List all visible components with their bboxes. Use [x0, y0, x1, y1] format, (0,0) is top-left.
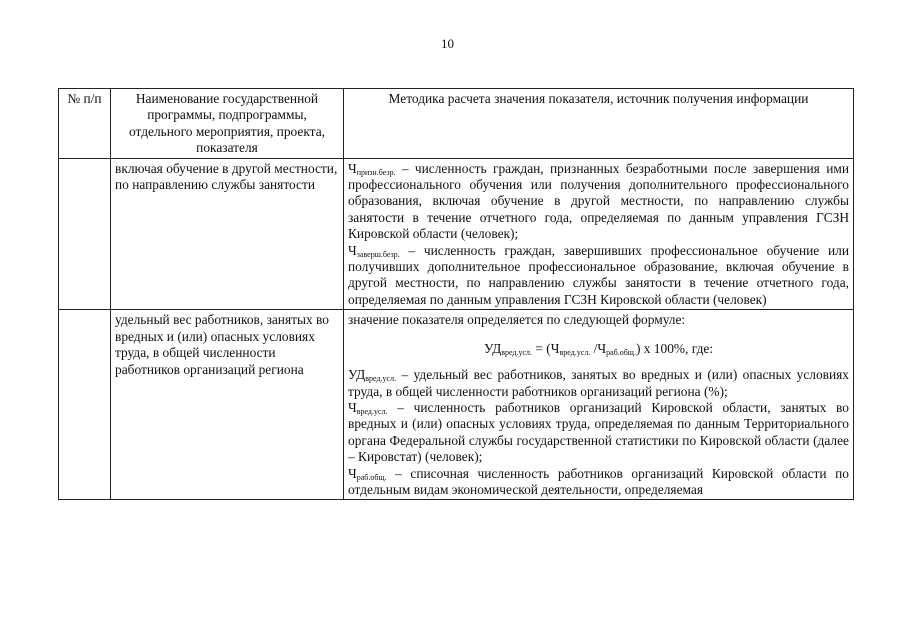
formula-lhs-subscript: вред.усл.	[501, 347, 533, 357]
table-row	[59, 310, 854, 500]
table-header-row	[59, 89, 854, 159]
row2-number-cell	[59, 310, 111, 500]
definition-symbol: Ч	[348, 242, 357, 258]
row1-number-cell	[59, 158, 111, 310]
header-method: Методика расчета значения показателя, источник получения информации	[344, 89, 854, 159]
definition-symbol: УД	[348, 367, 366, 383]
definition-entry	[348, 367, 849, 400]
formula-numerator-subscript: вред.усл.	[559, 347, 591, 357]
definition-symbol: Ч	[348, 465, 357, 481]
definition-text: – численность граждан, завершивших профессиональное обучение или получивших дополнительное профессиональное образование, включая обучение в другой местности, по направлению службы занятости в течение отчетного года, определяемая по данным управления ГСЗН Кировской области (человек)	[348, 242, 849, 307]
header-name: Наименование государственной программы, подпрограммы, отдельного мероприятия, проекта, показателя	[111, 89, 344, 159]
row2-name-cell: удельный вес работников, занятых во вредных и (или) опасных условиях труда, в общей численности работников организаций региона	[111, 310, 344, 500]
formula-denominator: Ч	[597, 340, 607, 356]
indicator-table	[58, 88, 854, 500]
definition-text: – удельный вес работников, занятых во вредных и (или) опасных условиях труда, в общей численности работников организаций региона (%);	[348, 367, 849, 399]
formula-intro: значение показателя определяется по следующей формуле:	[348, 312, 686, 328]
formula-numerator: Ч	[550, 340, 560, 356]
definition-symbol: Ч	[348, 399, 357, 415]
formula-tail: ) х 100%, где:	[635, 340, 714, 356]
definition-subscript: раб.общ.	[356, 472, 387, 482]
definition-text: – списочная численность работников организаций Кировской области по отдельным видам экономической деятельности, определяемая	[348, 465, 849, 497]
definition-symbol: Ч	[348, 160, 357, 176]
definition-entry	[348, 243, 849, 309]
row2-method-cell	[344, 310, 854, 500]
row1-name-cell: включая обучение в другой местности, по направлению службы занятости	[111, 158, 344, 310]
table-row	[59, 158, 854, 310]
definition-subscript: призн.безр.	[356, 167, 396, 177]
definition-entry	[348, 161, 849, 243]
row1-method-cell	[344, 158, 854, 310]
formula-lhs: УД	[483, 340, 502, 356]
definition-entry	[348, 400, 849, 466]
definition-text: – численность граждан, признанных безработными после завершения ими профессионального обучения или получения дополнительного профессионального образования, включая обучение в другой местности, по направлению службы занятости в течение отчетного года, определяемая по данным управления ГСЗН Кировской области (человек);	[348, 160, 849, 242]
definition-subscript: заверш.безр.	[356, 249, 400, 259]
formula	[348, 341, 849, 357]
definition-text: – численность работников организаций Кировской области, занятых во вредных и (или) опасных условиях труда, определяемая по данным Территориального органа Федеральной службы государственной статистики по Кировской области (далее – Кировстат) (человек);	[348, 399, 849, 465]
definition-subscript: вред.усл.	[356, 406, 388, 416]
formula-slash: /	[590, 340, 598, 356]
formula-equals: = (	[532, 340, 551, 356]
header-number: № п/п	[59, 89, 111, 159]
page-number: 10	[441, 36, 454, 51]
definition-subscript: вред.усл.	[365, 374, 397, 384]
formula-denominator-subscript: раб.общ.	[606, 347, 636, 357]
definition-entry	[348, 466, 849, 499]
